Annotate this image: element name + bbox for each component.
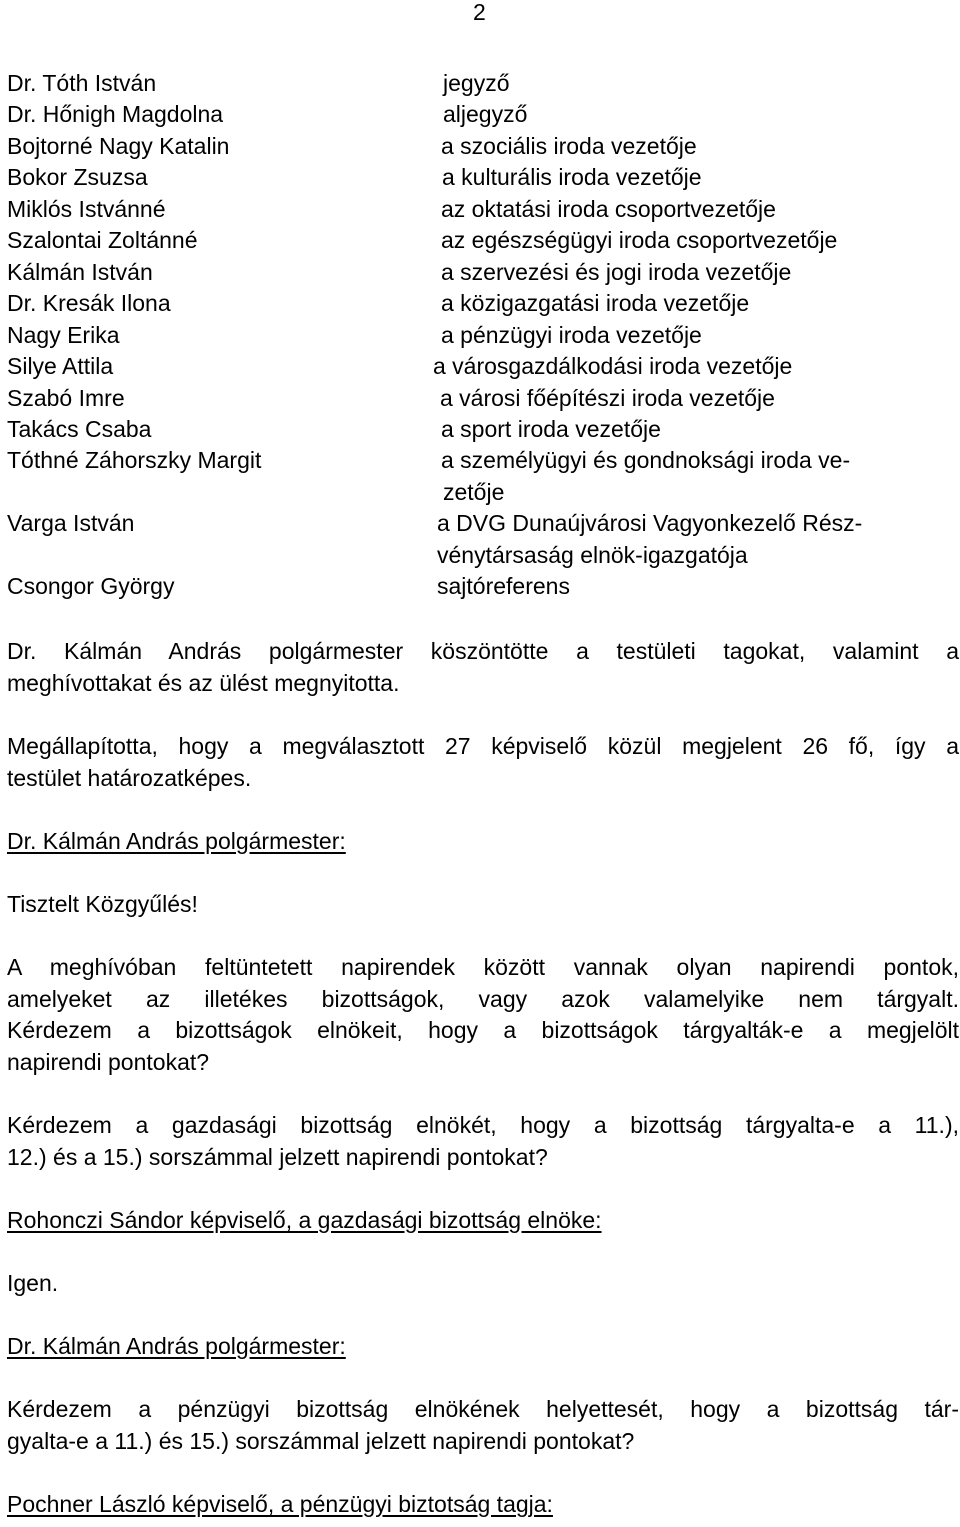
attendee-role: a kulturális iroda vezetője — [442, 164, 702, 191]
attendee-name: Bojtorné Nagy Katalin — [7, 132, 230, 159]
attendee-role: a városgazdálkodási iroda vezetője — [433, 353, 793, 380]
paragraph-line: testület határozatképes. — [7, 764, 252, 791]
attendee-role: az egészségügyi iroda csoportvezetője — [441, 227, 838, 254]
paragraph-line: 12.) és a 15.) sorszámmal jelzett napirendi pontokat? — [7, 1143, 548, 1170]
attendee-role: a pénzügyi iroda vezetője — [441, 321, 702, 348]
attendee-role: a személyügyi és gondnoksági iroda ve- — [441, 447, 851, 474]
paragraph-line: Megállapította, hogy a megválasztott 27 képviselő közül megjelent 26 fő, így a — [7, 733, 959, 759]
attendee-role: az oktatási iroda csoportvezetője — [441, 195, 776, 222]
paragraph-line: amelyeket az illetékes bizottságok, vagy azok valamelyike nem tárgyalt. — [7, 985, 959, 1012]
attendee-role: a városi főépítészi iroda vezetője — [440, 384, 775, 411]
attendee-role: a szociális iroda vezetője — [441, 132, 697, 159]
attendee-role: zetője — [443, 478, 505, 505]
attendee-name: Varga István — [7, 510, 135, 537]
attendee-role: a sport iroda vezetője — [441, 415, 661, 442]
paragraph-line: Igen. — [7, 1270, 59, 1296]
paragraph-line: gyalta-e a 11.) és 15.) sorszámmal jelzett napirendi pontokat? — [7, 1427, 635, 1454]
attendee-name: Dr. Tóth István — [7, 70, 157, 96]
attendee-role: vénytársaság elnök-igazgatója — [437, 541, 748, 568]
attendee-role: a közigazgatási iroda vezetője — [441, 290, 750, 317]
speaker-heading: Rohonczi Sándor képviselő, a gazdasági bizottság elnöke: — [7, 1207, 602, 1233]
attendee-role: jegyző — [443, 70, 510, 96]
attendee-name: Bokor Zsuzsa — [7, 164, 148, 191]
paragraph-line: Dr. Kálmán András polgármester köszöntötte a testületi tagokat, valamint a — [7, 638, 959, 664]
paragraph-line: Kérdezem a gazdasági bizottság elnökét, hogy a bizottság tárgyalta-e a 11.), — [7, 1112, 959, 1138]
attendee-name: Kálmán István — [7, 258, 153, 285]
paragraph-line: Kérdezem a pénzügyi bizottság elnökének helyettesét, hogy a bizottság tár- — [7, 1396, 959, 1422]
attendee-name: Dr. Kresák Ilona — [7, 290, 171, 317]
attendee-name: Nagy Erika — [7, 321, 120, 348]
paragraph-line: Tisztelt Közgyűlés! — [7, 891, 198, 917]
attendee-name: Csongor György — [7, 573, 175, 600]
paragraph-line: meghívottakat és az ülést megnyitotta. — [7, 669, 400, 696]
attendee-name: Tóthné Záhorszky Margit — [7, 447, 262, 474]
speaker-heading: Dr. Kálmán András polgármester: — [7, 1333, 346, 1359]
paragraph-line: Kérdezem a bizottságok elnökeit, hogy a bizottságok tárgyalták-e a megjelölt — [7, 1017, 959, 1043]
attendee-name: Dr. Hőnigh Magdolna — [7, 101, 224, 128]
attendee-role: aljegyző — [443, 101, 528, 128]
attendee-name: Szalontai Zoltánné — [7, 227, 198, 254]
attendee-role: a szervezési és jogi iroda vezetője — [441, 258, 792, 285]
speaker-heading: Dr. Kálmán András polgármester: — [7, 828, 346, 854]
page-number: 2 — [473, 0, 486, 25]
attendee-name: Takács Csaba — [7, 415, 152, 442]
speaker-heading: Pochner László képviselő, a pénzügyi biztotság tagja: — [7, 1491, 553, 1517]
attendee-role: sajtóreferens — [437, 573, 570, 600]
attendee-name: Silye Attila — [7, 353, 114, 380]
attendee-name: Miklós Istvánné — [7, 195, 166, 222]
attendee-name: Szabó Imre — [7, 384, 125, 411]
paragraph-line: napirendi pontokat? — [7, 1048, 210, 1075]
attendee-role: a DVG Dunaújvárosi Vagyonkezelő Rész- — [437, 510, 863, 537]
paragraph-line: A meghívóban feltüntetett napirendek között vannak olyan napirendi pontok, — [7, 954, 959, 980]
